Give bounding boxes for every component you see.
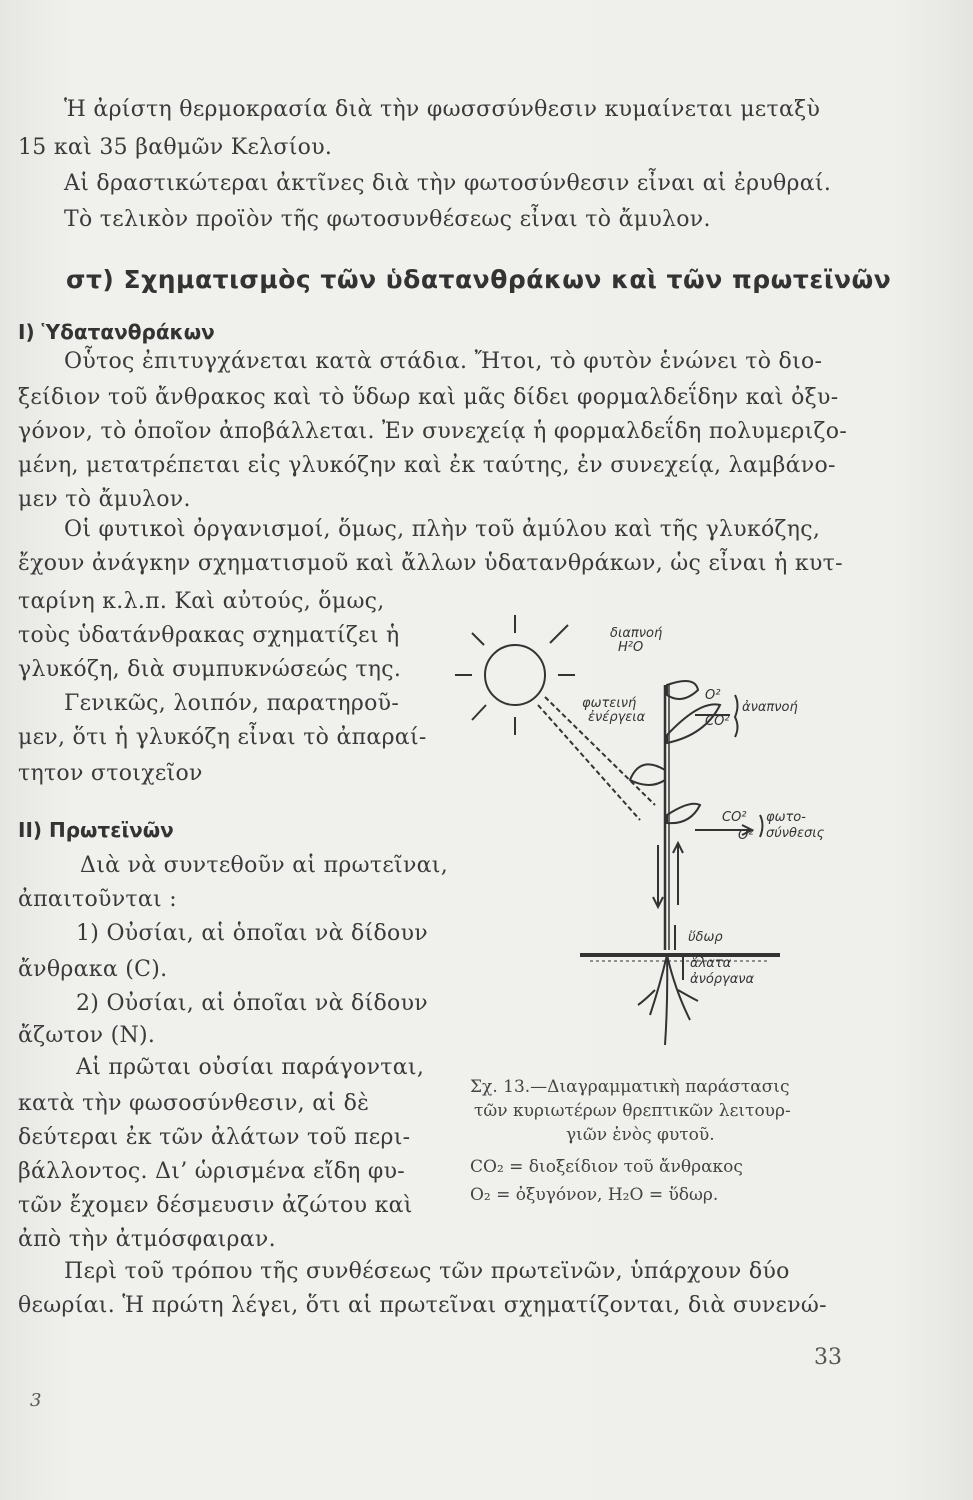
- root: [667, 955, 690, 1020]
- paragraph-line: δεύτεραι ἐκ τῶν ἀλάτων τοῦ περι-: [18, 1125, 411, 1150]
- paragraph-line: θεωρίαι. Ἡ πρώτη λέγει, ὅτι αἱ πρωτεῖναι σχηματίζονται, διὰ συνενώ-: [18, 1293, 827, 1318]
- sun-ray: [550, 625, 568, 643]
- sun-ray: [472, 633, 484, 645]
- paragraph-line: Περὶ τοῦ τρόπου τῆς συνθέσεως τῶν πρωτεϊνῶν, ὑπάρχουν δύο: [64, 1259, 790, 1284]
- paragraph-line: μένη, μετατρέπεται εἰς γλυκόζην καὶ ἐκ ταύτης, ἐν συνεχείᾳ, λαμβάνο-: [18, 453, 836, 478]
- plant-nutrition-diagram: [450, 605, 870, 1075]
- paragraph-line: Διὰ νὰ συντεθοῦν αἱ πρωτεῖναι,: [80, 853, 449, 878]
- section-title: στ) Σχηματισμὸς τῶν ὑδατανθράκων καὶ τῶν πρωτεϊνῶν: [66, 265, 892, 294]
- figure-caption-line: τῶν κυριωτέρων θρεπτικῶν λειτουρ-: [474, 1101, 791, 1121]
- paragraph-line: ἄνθρακα (C).: [18, 957, 168, 982]
- intro-line-4: Τὸ τελικὸν προϊὸν τῆς φωτοσυνθέσεως εἶναι τὸ ἄμυλον.: [64, 207, 711, 232]
- figure-caption-line: O₂ = ὀξυγόνον, H₂O = ὕδωρ.: [470, 1185, 719, 1205]
- label-o2: O²: [705, 688, 721, 703]
- root: [665, 955, 667, 1045]
- paragraph-line: τοὺς ὑδατάνθρακας σχηματίζει ἡ: [18, 623, 400, 648]
- paragraph-line: Οἱ φυτικοὶ ὀργανισμοί, ὅμως, πλὴν τοῦ ἀμύλου καὶ τῆς γλυκόζης,: [64, 517, 821, 542]
- paragraph-line: μεν, ὅτι ἡ γλυκόζη εἶναι τὸ ἀπαραί-: [18, 725, 427, 750]
- label-o2-b: O²: [738, 828, 754, 843]
- paragraph-line: ἀπὸ τὴν ἀτμόσφαιραν.: [18, 1227, 276, 1252]
- label-h2o: H²O: [618, 640, 644, 655]
- intro-line-1: Ἡ ἀρίστη θερμοκρασία διὰ τὴν φωσσσύνθεσιν κυμαίνεται μεταξὺ: [64, 97, 821, 122]
- sun-ray: [472, 705, 486, 720]
- intro-line-2: 15 καὶ 35 βαθμῶν Κελσίου.: [18, 135, 333, 160]
- label-salts: ἅλατα: [690, 956, 732, 971]
- subsection-title-proteins: II) Πρωτεϊνῶν: [18, 818, 174, 842]
- leaf-icon: [667, 681, 698, 699]
- paragraph-line: τῶν ἔχομεν δέσμευσιν ἀζώτου καὶ: [18, 1193, 413, 1218]
- paragraph-line: 1) Οὐσίαι, αἱ ὁποῖαι νὰ δίδουν: [76, 921, 428, 946]
- figure-caption-line: Σχ. 13.—Διαγραμματικὴ παράστασις: [470, 1077, 790, 1097]
- label-water: ὕδωρ: [688, 930, 723, 945]
- diagram-svg: [450, 605, 870, 1075]
- page-number: 33: [814, 1345, 842, 1370]
- figure-caption-line: CO₂ = διοξείδιον τοῦ ἄνθρακος: [470, 1157, 743, 1177]
- signature-mark: 3: [30, 1390, 42, 1411]
- figure-caption-line: γιῶν ἑνὸς φυτοῦ.: [566, 1125, 715, 1145]
- root: [638, 990, 655, 1005]
- subsection-title-carbohydrates: I) Ὑδατανθράκων: [18, 320, 215, 344]
- label-co2: CO²: [705, 714, 730, 729]
- label-photosynthesis-a: φωτο-: [766, 810, 806, 825]
- paragraph-line: βάλλοντος. Δι’ ὡρισμένα εἴδη φυ-: [18, 1159, 405, 1184]
- root: [650, 955, 667, 1015]
- label-energy: ἐνέργεια: [588, 710, 646, 725]
- paragraph-line: ταρίνη κ.λ.π. Καὶ αὐτούς, ὅμως,: [18, 589, 385, 614]
- label-transpiration: διαπνοή: [610, 626, 663, 641]
- paragraph-line: ἔχουν ἀνάγκην σχηματισμοῦ καὶ ἄλλων ὑδατανθράκων, ὡς εἶναι ἡ κυτ-: [18, 551, 843, 576]
- paragraph-line: Αἱ πρῶται οὐσίαι παράγονται,: [76, 1055, 425, 1080]
- sun-icon: [485, 645, 545, 705]
- paragraph-line: 2) Οὐσίαι, αἱ ὁποῖαι νὰ δίδουν: [76, 991, 428, 1016]
- label-light: φωτεινή: [582, 696, 637, 711]
- leaf-icon: [630, 764, 665, 785]
- label-co2-b: CO²: [722, 810, 747, 825]
- paragraph-line: Γενικῶς, λοιπόν, παρατηροῦ-: [64, 691, 400, 716]
- paragraph-line: ἀπαιτοῦνται :: [18, 887, 177, 912]
- paragraph-line: κατὰ τὴν φωσοσύνθεσιν, αἱ δὲ: [18, 1091, 370, 1116]
- paragraph-line: ξείδιον τοῦ ἄνθρακος καὶ τὸ ὕδωρ καὶ μᾶς δίδει φορμαλδεΐδην καὶ ὀξυ-: [18, 385, 839, 410]
- paragraph-line: γόνον, τὸ ὁποῖον ἀποβάλλεται. Ἐν συνεχείᾳ ἡ φορμαλδεΐδη πολυμεριζο-: [18, 419, 848, 444]
- brace: [760, 815, 763, 837]
- label-inorganic: ἀνόργανα: [690, 972, 755, 987]
- intro-line-3: Αἱ δραστικώτεραι ἀκτῖνες διὰ τὴν φωτοσύνθεσιν εἶναι αἱ ἐρυθραί.: [64, 171, 832, 196]
- paragraph-line: ἄζωτον (N).: [18, 1023, 156, 1048]
- paragraph-line: μεν τὸ ἄμυλον.: [18, 487, 191, 512]
- brace: [735, 695, 738, 737]
- leaf-icon: [667, 804, 700, 823]
- paragraph-line: Οὗτος ἐπιτυγχάνεται κατὰ στάδια. Ἤτοι, τὸ φυτὸν ἑνώνει τὸ διο-: [64, 349, 823, 374]
- paragraph-line: γλυκόζη, διὰ συμπυκνώσεώς της.: [18, 657, 402, 682]
- label-respiration: ἀναπνοή: [742, 700, 798, 715]
- paragraph-line: τητον στοιχεῖον: [18, 761, 203, 786]
- label-photosynthesis-b: σύνθεσις: [766, 826, 825, 841]
